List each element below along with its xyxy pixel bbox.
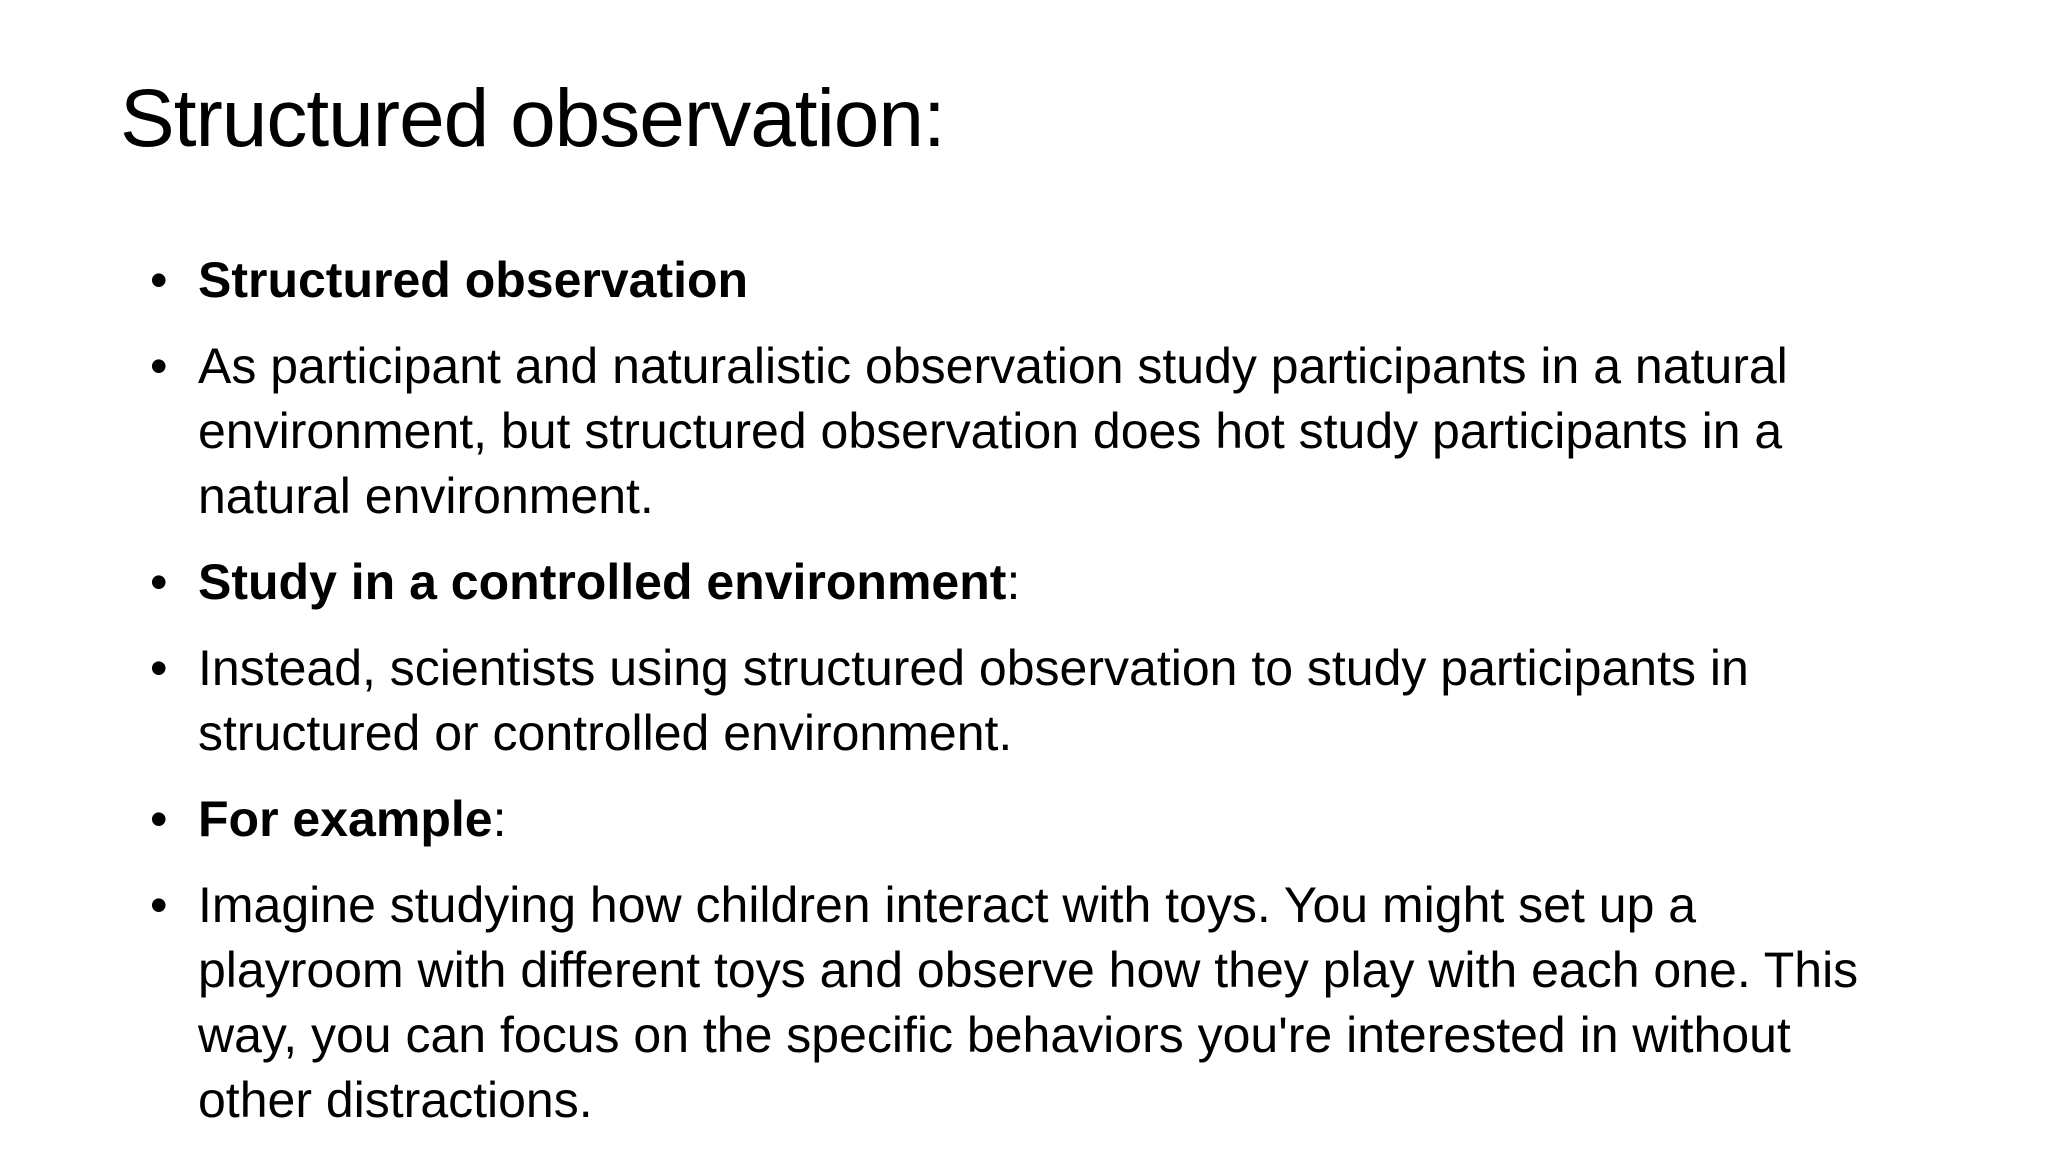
bullet-item bbox=[150, 636, 1910, 766]
bullet-item bbox=[150, 873, 1910, 1133]
bullet-item bbox=[150, 248, 1910, 313]
bullet-dot-icon: • bbox=[150, 640, 168, 696]
bullet-text: : bbox=[492, 791, 507, 847]
bullet-text: Imagine studying how children interact with toys. You might set up a playroom with different toys and observe how they play with each one. This way, you can focus on the specific behaviors you're interested in without other distractions. bbox=[198, 877, 1859, 1128]
bullet-dot-icon: • bbox=[150, 877, 168, 933]
bullet-bold-text: Structured observation bbox=[198, 252, 749, 308]
bullet-dot-icon: • bbox=[150, 791, 168, 847]
bullet-text: As participant and naturalistic observation study participants in a natural environment, but structured observation does hot study participants in a natural environment. bbox=[198, 338, 1788, 524]
slide-title: Structured observation: bbox=[120, 73, 945, 164]
bullet-item bbox=[150, 334, 1910, 529]
bullet-bold-text: Study in a controlled environment bbox=[198, 554, 1007, 610]
bullet-dot-icon: • bbox=[150, 554, 168, 610]
bullet-item bbox=[150, 787, 1910, 852]
bullet-list bbox=[150, 248, 1910, 1154]
bullet-text: Instead, scientists using structured observation to study participants in structured or controlled environment. bbox=[198, 640, 1749, 761]
bullet-dot-icon: • bbox=[150, 252, 168, 308]
bullet-item bbox=[150, 550, 1910, 615]
bullet-text: : bbox=[1006, 554, 1021, 610]
bullet-bold-text: For example bbox=[198, 791, 493, 847]
bullet-dot-icon: • bbox=[150, 338, 168, 394]
